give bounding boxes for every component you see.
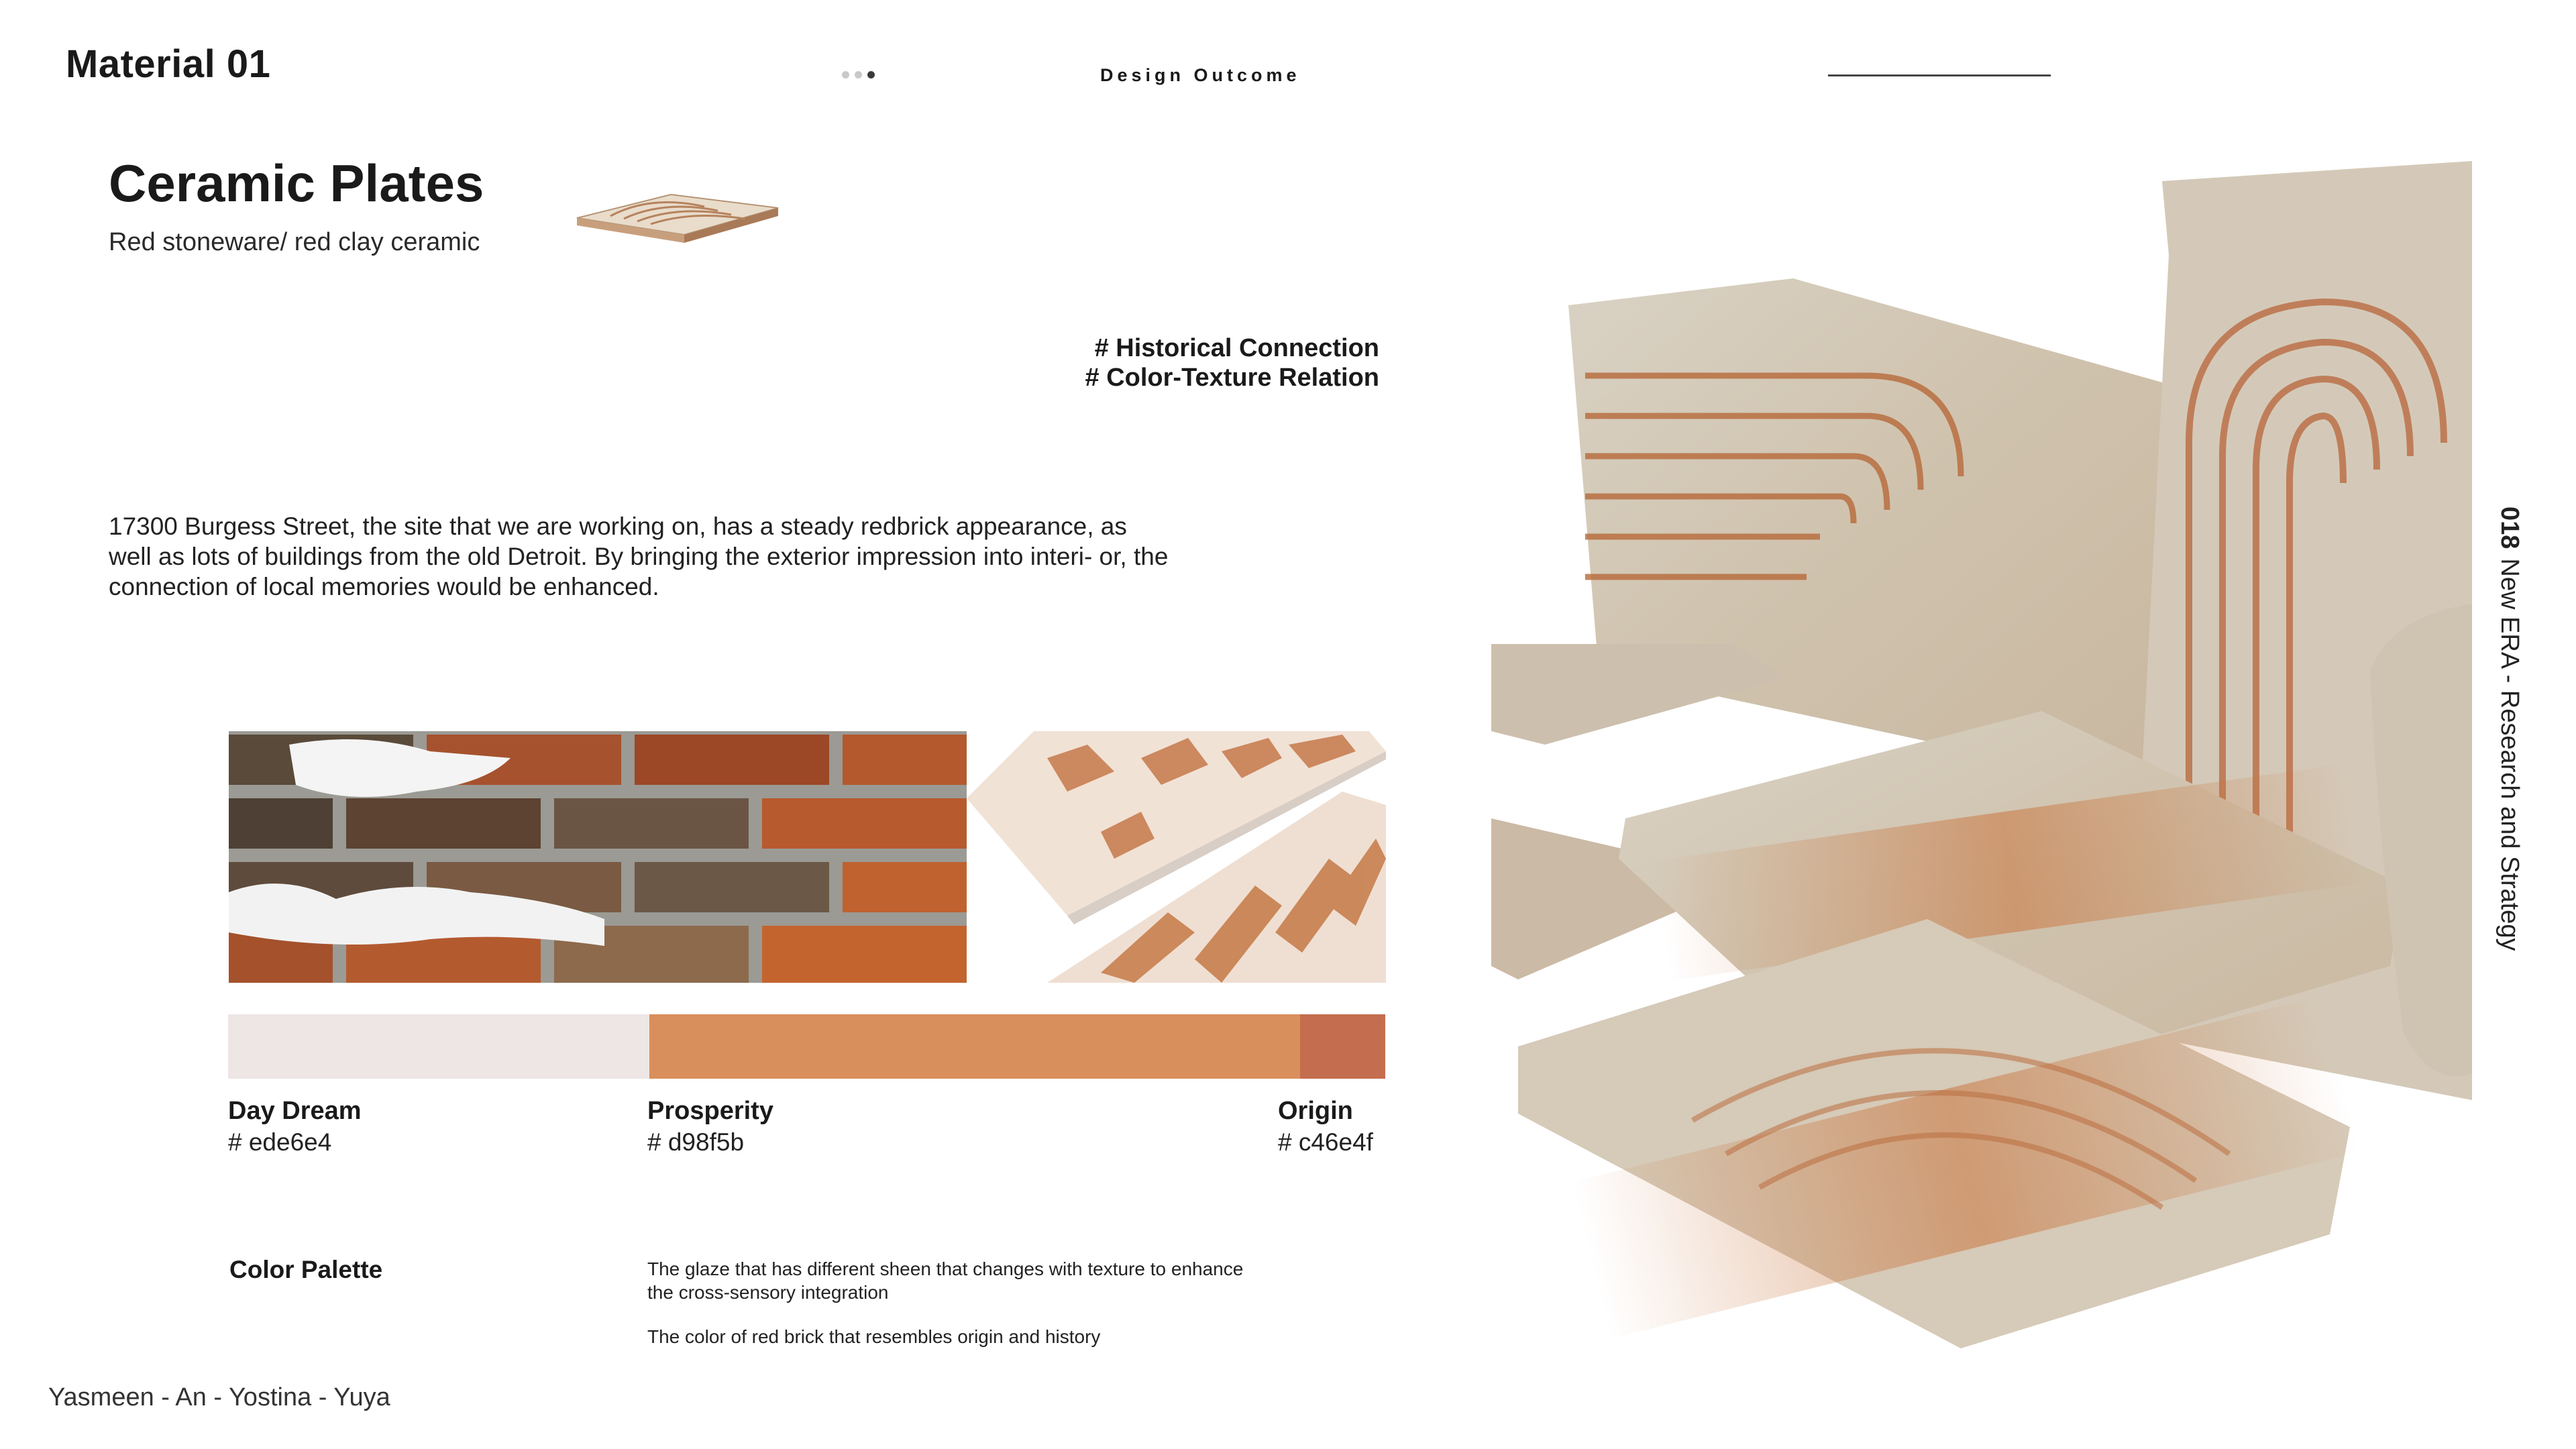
material-title: Ceramic Plates [109,154,484,213]
header-divider [1828,74,2051,76]
palette-note-glaze: The glaze that has different sheen that changes with texture to enhance the cross-sensory integration [647,1258,1244,1303]
swatch-info-day-dream [228,1097,362,1157]
indicator-dot [855,71,862,78]
ceramic-tile-thumbnail [570,181,785,255]
ceramic-plates-photo [1491,161,2472,1348]
swatch-name: Day Dream [228,1097,362,1125]
description-paragraph: 17300 Burgess Street, the site that we are working on, has a steady redbrick appearance, as well as lots of buildings from the old Detroit. By bringing the exterior impression into interi- or, the connection of local memories would be enhanced. [109,513,1169,600]
project-title: New ERA - Research and Strategy [2496,558,2524,951]
swatch-name: Prosperity [647,1097,773,1125]
swatch-day-dream [228,1014,649,1079]
swatch-hex: # d98f5b [647,1128,745,1156]
section-title: Design Outcome [1100,65,1301,85]
swatch-hex: # ede6e4 [228,1128,332,1156]
palette-note-red-brick: The color of red brick that resembles origin and history [647,1326,1101,1347]
page-label: Material 01 [66,42,271,86]
indicator-dot-active [867,71,875,78]
page-indicator-dots [842,71,875,78]
red-brick-wall-photo [229,731,967,983]
tag-historical-connection: # Historical Connection [1094,334,1379,362]
color-palette-label: Color Palette [229,1256,383,1283]
swatch-origin [1300,1014,1385,1079]
tag-color-texture-relation: # Color-Texture Relation [1085,364,1379,392]
swatch-name: Origin [1278,1097,1353,1125]
authors-credit: Yasmeen - An - Yostina - Yuya [48,1383,390,1411]
glazed-tile-photo [967,731,1386,983]
side-page-label [2495,506,2524,951]
swatch-info-origin [1278,1097,1373,1157]
page-number: 018 [2496,506,2524,549]
material-subtitle: Red stoneware/ red clay ceramic [109,228,480,256]
color-palette-bar [228,1014,1385,1079]
swatch-hex: # c46e4f [1278,1128,1373,1156]
swatch-prosperity [649,1014,1300,1079]
indicator-dot [842,71,849,78]
swatch-info-prosperity [647,1097,773,1157]
tag-list [1085,333,1379,392]
